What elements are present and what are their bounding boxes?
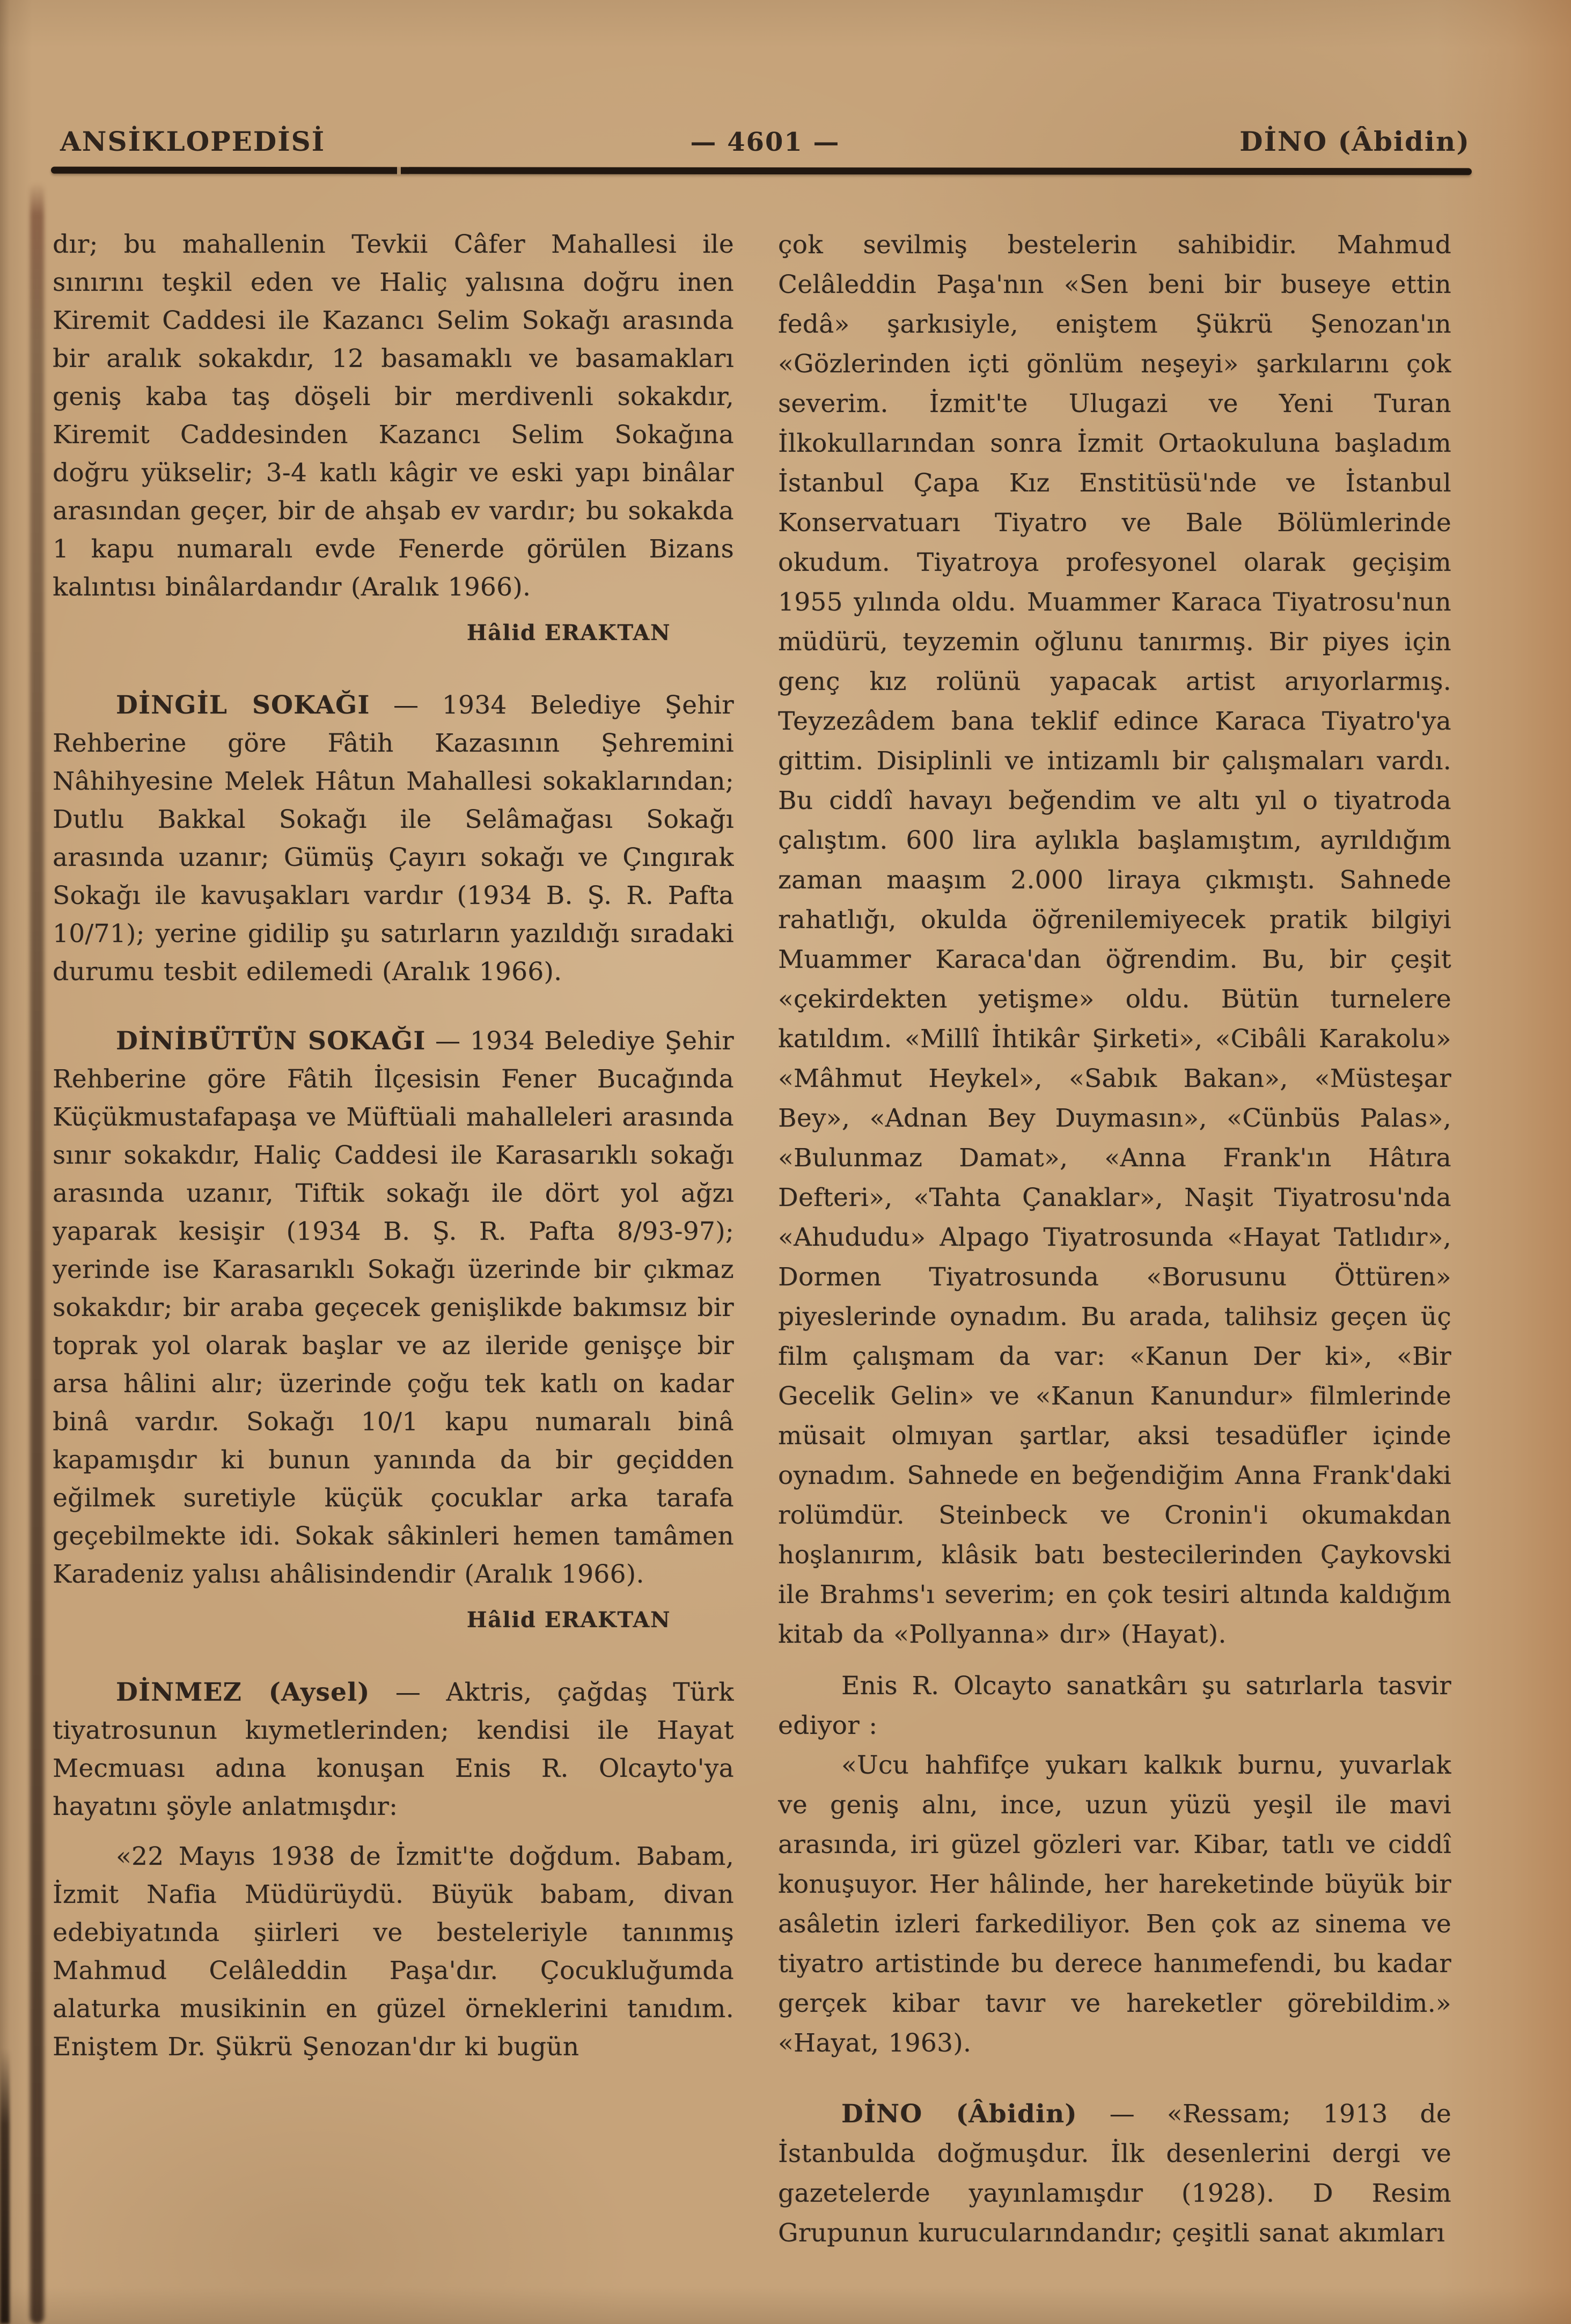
text-columns: [53, 225, 1451, 2324]
header-rule-notch: [397, 166, 401, 174]
paragraph-dinmez-quote-continuation: çok sevilmiş bestelerin sahibidir. Mahmud Celâleddin Paşa'nın «Sen beni bir buseye ettin fedâ» şarkısiyle, eniştem Şükrü Şenozan'ın «Gözlerinden içti gönlüm neşeyi» şarkılarını çok severim. İzmit'te Ulugazi ve Yeni Turan İlkokullarından sonra İzmit Ortaokuluna başladım İstanbul Çapa Kız Enstitüsü'nde ve İstanbul Konservatuarı Tiyatro ve Bale Bölümlerinde okudum. Tiyatroya profesyonel olarak geçişim 1955 yılında oldu. Muammer Karaca Tiyatrosu'nun müdürü, teyzemin oğlunu tanırmış. Bir piyes için genç kız rolünü yapacak artist arıyorlarmış. Teyzezâdem bana teklif edince Karaca Tiyatro'ya gittim. Disiplinli ve intizamlı bir çalışmaları vardı. Bu ciddî havayı beğendim ve altı yıl o tiyatroda çalıştım. 600 lira aylıkla başlamıştım, ayrıldığım zaman maaşım 2.000 liraya çıkmıştı. Sahnede rahatlığı, okulda öğrenilemiyecek pratik bilgiyi Muammer Karaca'dan öğrendim. Bu, bir çeşit «çekirdekten yetişme» oldu. Bütün turnelere katıldım. «Millî İhtikâr Şirketi», «Cibâli Karakolu» «Mâhmut Heykel», «Sabık Bakan», «Müsteşar Bey», «Adnan Bey Duymasın», «Cünbüs Palas», «Bulunmaz Damat», «Anna Frank'ın Hâtıra Defteri», «Tahta Çanaklar», Naşit Tiyatrosu'nda «Ahududu» Alpago Tiyatrosunda «Hayat Tatlıdır», Dormen Tiyatrosunda «Borusunu Öttüren» piyeslerinde oynadım. Bu arada, talihsiz geçen üç film çalışmam da var: «Kanun Der ki», «Bir Gecelik Gelin» ve «Kanun Kanundur» filmlerinde müsait olmıyan şartlar, aksi tesadüfler içinde oynadım. Sahnede en beğendiğim Anna Frank'daki rolümdür. Steinbeck ve Cronin'i okumakdan hoşlanırım, klâsik batı bestecilerinden Çaykovski ile Brahms'ı severim; en çok tesiri altında kaldığım kitab da «Pollyanna» dır» (Hayat).: [778, 230, 1451, 1649]
header-page-number: — 4601 —: [690, 127, 840, 157]
entry-headword: DİNO (Âbidin): [841, 2099, 1077, 2129]
header-entry-title: DİNO (Âbidin): [1239, 126, 1471, 157]
paragraph-olcayto-description: «Ucu hahfifçe yukarı kalkık burnu, yuvarlak ve geniş alnı, ince, uzun yüzü yeşil ile mavi arasında, iri güzel gözleri var. Kibar, tatlı ve ciddî konuşuyor. Her hâlinde, her hareketinde büyük bir asâletin izleri farkediliyor. Ben çok az sinema ve tiyatro artistinde bu derece hanımefendi, bu kadar gerçek kibar tavır ve hareketler görebildim.» «Hayat, 1963).: [778, 1751, 1451, 2058]
entry-headword: DİNİBÜTÜN SOKAĞI: [116, 1026, 426, 1056]
author-signature: Hâlid ERAKTAN: [466, 1607, 671, 1632]
paragraph-dingil-continuation: dır; bu mahallenin Tevkii Câfer Mahallesi ile sınırını teşkil eden ve Haliç yalısına doğru inen Kiremit Caddesi ile Kazancı Selim Sokağı arasında bir aralık sokakdır, 12 basamaklı ve basamakları geniş kaba taş döşeli bir merdivenli sokakdır, Kiremit Caddesinden Kazancı Selim Sokağına doğru yükselir; 3-4 katlı kâgir ve eski yapı binâlar arasından geçer, bir de ahşab ev vardır; bu sokakda 1 kapu numaralı evde Fenerde görülen Bizans kalıntısı binâlardandır (Aralık 1966).: [53, 230, 734, 602]
entry-headword: DİNMEZ (Aysel): [116, 1678, 370, 1707]
entry-dino-abidin: [778, 2094, 1451, 2253]
entry-body-text: — 1934 Belediye Şehir Rehberine göre Fâtih Kazasının Şehremini Nâhihyesine Melek Hâtun Mahallesi sokaklarından; Dutlu Bakkal Sokağı ile Selâmağası Sokağı arasında uzanır; Gümüş Çayırı sokağı ve Çıngırak Sokağı ile kavuşakları vardır (1934 B. Ş. R. Pafta 10/71); yerine gidilip şu satırların yazıldığı sıradaki durumu tesbit edilemedi (Aralık 1966).: [53, 690, 734, 987]
paragraph-dinmez-quote: «22 Mayıs 1938 de İzmit'te doğdum. Babam, İzmit Nafia Müdürüydü. Büyük babam, divan edebiyatında şiirleri ve besteleriyle tanınmış Mahmud Celâleddin Paşa'dır. Çocukluğumda alaturka musikinin en güzel örneklerini tanıdım. Eniştem Dr. Şükrü Şenozan'dır ki bugün: [53, 1842, 734, 2062]
entry-body-text: — Aktris, çağdaş Türk tiyatrosunun kıymetlerinden; kendisi ile Hayat Mecmuası adına konuşan Enis R. Olcayto'ya hayatını şöyle anlatmışdır:: [53, 1678, 734, 1821]
entry-body-text: — 1934 Belediye Şehir Rehberine göre Fâtih İlçesisin Fener Bucağında Küçükmustafapaşa ve Müftüali mahalleleri arasında sınır sokakdır, Haliç Caddesi ile Karasarıklı sokağı arasında uzanır, Tiftik sokağı ile dört yol ağzı yaparak kesişir (1934 B. Ş. R. Pafta 8/93-97); yerinde ise Karasarıklı Sokağı üzerinde bir çıkmaz sokakdır; bir araba geçecek genişlikde bakımsız bir toprak yol olarak başlar ve az ileride genişçe bir arsa hâlini alır; üzerinde çoğu tek katlı on kadar binâ vardır. Sokağı 10/1 kapu numaralı binâ kapamışdır ki bunun yanında da bir geçidden eğilmek suretiyle küçük çocuklar arka tarafa geçebilmekte idi. Sokak sâkinleri hemen tamâmen Karadeniz yalısı ahâlisindendir (Aralık 1966).: [53, 1026, 734, 1589]
right-column: [778, 225, 1451, 2324]
entry-headword: DİNGİL SOKAĞI: [116, 690, 370, 720]
left-column: [53, 225, 734, 2324]
scan-binding-shadow: [30, 182, 44, 2324]
entry-dinmez-aysel: [53, 1673, 734, 1826]
header-running-title: ANSİKLOPEDİSİ: [60, 126, 326, 157]
entry-dinibutun-sokagi: [53, 1022, 734, 1593]
header-rule: [51, 167, 1472, 175]
page-header: [60, 126, 1470, 157]
entry-dingil-sokagi: [53, 686, 734, 991]
paragraph-olcayto-intro: Enis R. Olcayto sanatkârı şu satırlarla tasvir ediyor :: [778, 1671, 1451, 1740]
scan-corner-shadow: [0, 2049, 10, 2324]
entry-body-text: — «Ressam; 1913 de İstanbulda doğmuşdur. İlk desenlerini dergi ve gazetelerde yayınlamışdır (1928). D Resim Grupunun kurucularındandır; çeşitli sanat akımları: [778, 2099, 1451, 2248]
author-signature: Hâlid ERAKTAN: [466, 620, 671, 645]
